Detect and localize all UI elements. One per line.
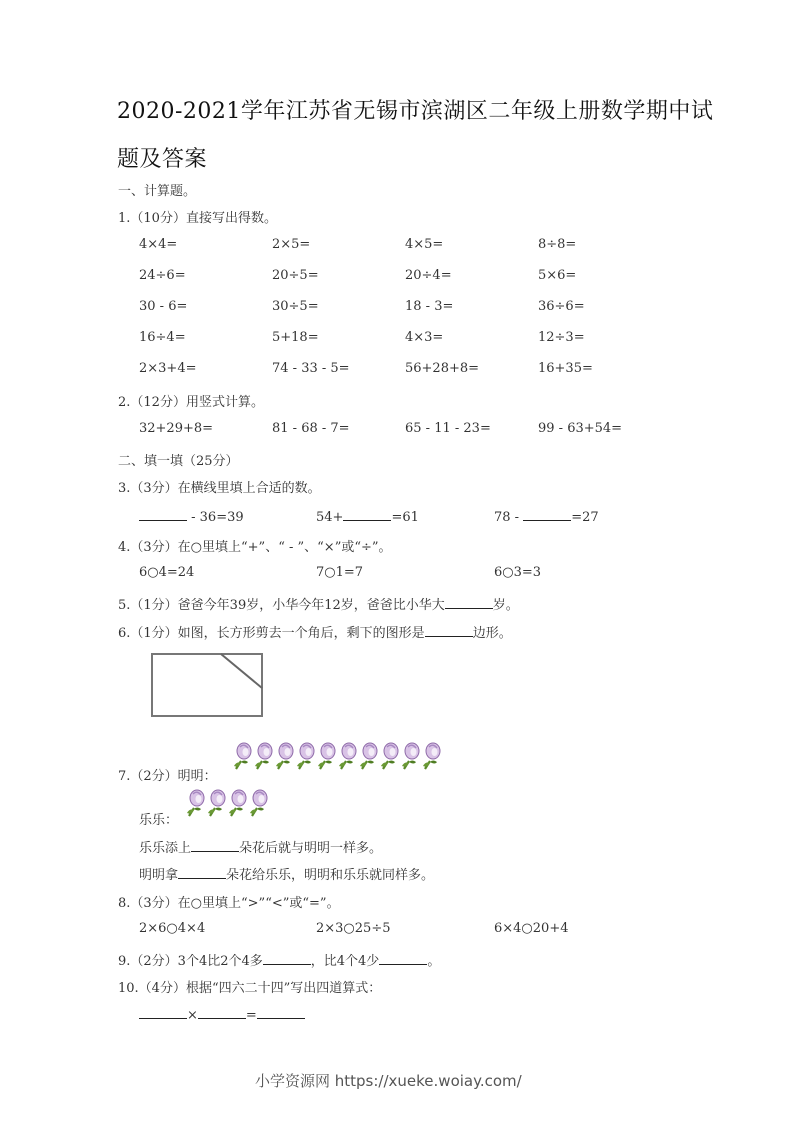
q1-item: 16÷4= (139, 330, 186, 345)
lele-label: 乐乐： (139, 813, 179, 828)
answer-blank[interactable] (343, 507, 391, 521)
q4-item: 6○3=3 (494, 565, 542, 580)
q1-item: 20÷4= (405, 268, 452, 283)
tulip-icon (337, 741, 357, 771)
q7-label: 7.（2分）明明： (118, 769, 217, 784)
q1-item: 4×4= (139, 237, 178, 252)
q3-item: 54+ =61 (316, 507, 419, 525)
q2-item: 99 - 63+54= (538, 421, 623, 436)
q1-item: 20÷5= (272, 268, 319, 283)
q1-item: 18 - 3= (405, 299, 454, 314)
section-heading: 一、计算题。 (118, 184, 197, 199)
q1-item: 5+18= (272, 330, 319, 345)
q1-item: 8÷8= (538, 237, 577, 252)
answer-blank[interactable] (139, 1005, 187, 1019)
tulip-icon (400, 741, 420, 771)
question-q6: 6.（1分）如图，长方形剪去一个角后，剩下的图形是 边形。 (118, 622, 512, 641)
question-label: 1.（10分）直接写出得数。 (118, 211, 277, 226)
lele-flowers (185, 788, 268, 818)
answer-blank[interactable] (178, 865, 226, 879)
tulip-icon (185, 788, 205, 818)
q8-item: 2×3○25÷5 (316, 921, 391, 936)
q1-item: 24÷6= (139, 268, 186, 283)
question-label: 10.（4分）根据“四六二十四”写出四道算式： (118, 981, 382, 996)
tulip-icon (295, 741, 315, 771)
q7-line2: 明明拿 朵花给乐乐，明明和乐乐就同样多。 (139, 864, 434, 883)
tulip-icon (227, 788, 247, 818)
question-q9: 9.（2分）3个4比2个4多 ，比4个4少 。 (118, 950, 440, 969)
q3-item: 78 - =27 (494, 507, 599, 525)
mingming-flowers (232, 741, 441, 771)
q1-item: 56+28+8= (405, 361, 480, 376)
question-q5: 5.（1分）爸爸今年39岁，小华今年12岁，爸爸比小华大 岁。 (118, 594, 519, 613)
q1-item: 4×5= (405, 237, 444, 252)
answer-blank[interactable] (198, 1005, 246, 1019)
page-title-line2: 题及答案 (117, 147, 208, 172)
tulip-icon (379, 741, 399, 771)
answer-blank[interactable] (139, 507, 187, 521)
q1-item: 12÷3= (538, 330, 585, 345)
answer-blank[interactable] (257, 1005, 305, 1019)
section-heading: 二、填一填（25分） (118, 454, 239, 469)
q4-item: 7○1=7 (316, 565, 364, 580)
question-label: 2.（12分）用竖式计算。 (118, 395, 264, 410)
answer-blank[interactable] (425, 623, 473, 637)
q2-item: 32+29+8= (139, 421, 214, 436)
q3-item: - 36=39 (139, 507, 244, 525)
q1-item: 30 - 6= (139, 299, 188, 314)
q10-equation: × = (139, 1005, 305, 1023)
tulip-icon (274, 741, 294, 771)
answer-blank[interactable] (523, 507, 571, 521)
answer-blank[interactable] (191, 838, 239, 852)
answer-blank[interactable] (379, 951, 427, 965)
q1-item: 2×3+4= (139, 361, 197, 376)
answer-blank[interactable] (263, 951, 311, 965)
cut-rectangle-figure (150, 652, 265, 719)
q8-item: 2×6○4×4 (139, 921, 206, 936)
question-label: 8.（3分）在○里填上“>”“<”或“=”。 (118, 896, 340, 911)
q4-item: 6○4=24 (139, 565, 195, 580)
tulip-icon (206, 788, 226, 818)
q1-item: 2×5= (272, 237, 311, 252)
tulip-icon (253, 741, 273, 771)
q1-item: 36÷6= (538, 299, 585, 314)
question-label: 4.（3分）在○里填上“+”、“ - ”、“×”或“÷”。 (118, 540, 392, 555)
question-label: 3.（3分）在横线里填上合适的数。 (118, 481, 321, 496)
tulip-icon (316, 741, 336, 771)
q1-item: 4×3= (405, 330, 444, 345)
q1-item: 5×6= (538, 268, 577, 283)
tulip-icon (421, 741, 441, 771)
q2-item: 65 - 11 - 23= (405, 421, 491, 436)
tulip-icon (248, 788, 268, 818)
page-title: 2020-2021学年江苏省无锡市滨湖区二年级上册数学期中试 (117, 99, 714, 124)
q7-line1: 乐乐添上 朵花后就与明明一样多。 (139, 837, 382, 856)
q1-item: 74 - 33 - 5= (272, 361, 350, 376)
tulip-icon (232, 741, 252, 771)
q1-item: 16+35= (538, 361, 593, 376)
answer-blank[interactable] (445, 595, 493, 609)
footer-watermark: 小学资源网 https://xueke.woiay.com/ (255, 1072, 522, 1090)
q8-item: 6×4○20+4 (494, 921, 569, 936)
tulip-icon (358, 741, 378, 771)
q1-item: 30÷5= (272, 299, 319, 314)
q2-item: 81 - 68 - 7= (272, 421, 350, 436)
